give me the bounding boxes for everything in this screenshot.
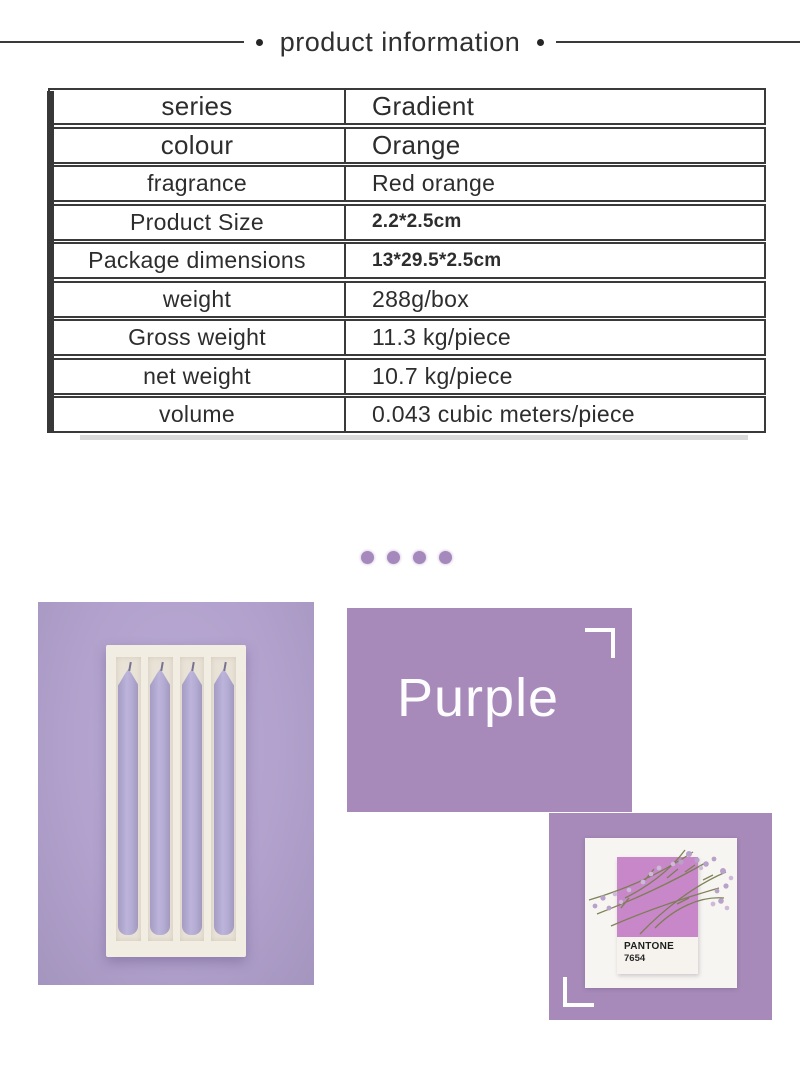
table-row [48,165,766,202]
separator-dot [413,551,426,564]
candle-photo [38,602,314,985]
table-row [48,319,766,356]
spec-value: Gradient [372,91,475,121]
candle [182,684,202,935]
spec-value: 10.7 kg/piece [372,362,513,389]
pantone-brand: PANTONE [624,941,675,952]
spec-value: 11.3 kg/piece [372,324,512,350]
pantone-panel [549,813,772,1020]
candle [214,684,234,935]
spec-label: series [50,90,346,123]
color-name: Purple [397,668,560,728]
page-header [0,24,800,60]
candle-slot [211,657,236,941]
table-row [48,242,766,279]
spec-label: volume [50,398,346,431]
spec-value: 0.043 cubic meters/piece [372,401,635,427]
separator-dot [439,551,452,564]
dots-separator [12,551,800,564]
spec-label: fragrance [50,167,346,200]
candle-slot [180,657,205,941]
table-row [48,281,766,318]
spec-value: 2.2*2.5cm [372,211,462,232]
separator-dot [361,551,374,564]
table-row [48,127,766,164]
spec-label: Package dimensions [50,244,346,277]
spec-label: Gross weight [50,321,346,354]
candle [118,684,138,935]
separator-dot [387,551,400,564]
pantone-photo [585,838,737,988]
header-rule-left [0,41,244,43]
corner-bracket-bottom-left-icon [563,977,594,1007]
table-row [48,204,766,241]
header-rule-right [556,41,800,43]
candle-slot [148,657,173,941]
pantone-code: 7654 [624,953,646,964]
spec-label: net weight [50,360,346,393]
header-dot-left-icon [256,39,263,46]
spec-label: weight [50,283,346,316]
candle-tray [116,657,236,941]
page-title: product information [279,26,521,57]
spec-label: Product Size [50,206,346,239]
corner-bracket-top-right-icon [585,628,615,658]
candle-slot [116,657,141,941]
spec-value: Red orange [372,170,496,196]
table-row [48,396,766,433]
candle [150,684,170,935]
spec-value: Orange [372,129,461,160]
spec-label: colour [50,129,346,162]
product-spec-table [48,88,766,435]
spec-value: 288g/box [372,285,470,312]
color-panel [347,608,632,812]
spec-value: 13*29.5*2.5cm [372,249,502,271]
candle-box [106,645,246,957]
header-dot-right-icon [537,39,544,46]
table-row [48,358,766,395]
flowers-illustration [585,838,737,988]
table-row [48,88,766,125]
